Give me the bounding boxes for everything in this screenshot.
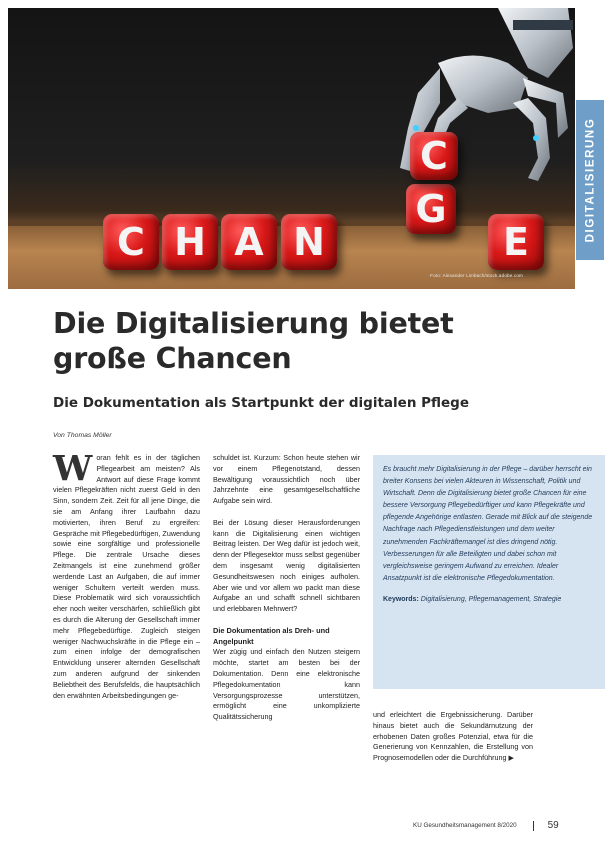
abstract-text: Es braucht mehr Digitalisierung in der Pflege – darüber herrscht ein breiter Konsens bei vielen Akteuren in Wissenschaft, Politik und Wirtschaft. Denn die Digitalisierung bietet große Chancen für eine bessere Versorgung Pflegebedürftiger und kann Pflegekräfte und pflegende Angehörige entlasten. Gerade mit Blick auf die steigende Nachfrage nach Pflegedienstleistungen und dem weiter zunehmenden Fachkräftemangel ist dies dringend nötig. Verbesserungen für alle Beteiligten und dabei schon mit vergleichsweise geringem Aufwand zu erreichen. Idealer Ansatzpunkt ist die elektronische Pflegedokumentation. xyxy=(383,466,593,582)
dice-letter-c-held: C xyxy=(410,132,458,180)
article-title-line2: große Chancen xyxy=(53,342,292,375)
body-column-3 xyxy=(373,710,533,776)
body-column-1 xyxy=(53,448,200,712)
dice-letter-a: A xyxy=(221,214,277,270)
drop-cap: W xyxy=(53,448,93,489)
body-paragraph: Bei der Lösung dieser Herausforderungen kann die Digitalisierung einen wichtigen Beitrag leisten. Der Weg dafür ist jedoch weit, denn der Pflegesektor muss selbst gegenüber dem insgesamt wenig digitalisierten Gesundheitswesen noch einiges aufholen. Aber wie und vor allem wo packt man diese Aufgabe an und schafft schnell sichtbaren und erlebbaren Mehrwert? xyxy=(213,517,360,614)
page-number: 59 xyxy=(547,820,559,831)
dice-letter-h: H xyxy=(162,214,218,270)
photo-credit: Foto: Alexander Limbach/stock.adobe.com xyxy=(430,273,523,278)
section-tab xyxy=(576,100,604,260)
keywords-line xyxy=(383,594,597,606)
section-tab-label: DIGITALISIERUNG xyxy=(584,117,597,243)
journal-name: KU Gesundheitsmanagement 8/2020 xyxy=(413,822,517,830)
hero-image xyxy=(8,8,575,289)
body-paragraph xyxy=(53,448,200,701)
footer-divider xyxy=(533,821,534,831)
body-text: oran fehlt es in der täglichen Pflegearbeit am meisten? Als Antwort auf diese Frage kommt vielen Pflegekräften nicht zuerst Geld in den Sinn, sondern Zeit. Zeit für all jene Dinge, die sie am Anfang ihrer Laufbahn dazu motivierten, ihren Beruf zu ergreifen: Gespräche mit Pflegebedürftigen, Zuwendung sowie eine sorgfältige und professionelle Pflege. Die zentrale Ursache dieses Zeitmangels ist eine zunehmend größer werdende Last an Aufgaben, die auf immer weniger Schultern verteilt werden muss. Diese Problematik wird sich voraussichtlich eher noch weiter verschärfen, schließlich gibt es durch die Alterung der Gesellschaft immer mehr Pflegebedürftige. Zugleich steigen weniger Nachwuchskräfte in die Pflege ein – zum einen infolge der demografischen Entwicklung unserer alternden Gesellschaft zum anderen aufgrund der sinkenden Beliebtheit des Berufsfelds, die hauptsächlich den erwähnten Arbeitsbedingungen ge- xyxy=(53,453,200,700)
dice-letter-c: C xyxy=(103,214,159,270)
page-footer xyxy=(413,820,559,831)
dice-letter-n: N xyxy=(281,214,337,270)
body-paragraph: Wer zügig und einfach den Nutzen steigern möchte, startet am besten bei der Dokumentation. Denn eine elektronische Pflegedokumentation kann Versorgungsprozesse unterstützen, ermöglicht eine unkomplizierte Qualitätssicherung xyxy=(213,647,360,722)
abstract-box xyxy=(373,455,605,689)
robot-hand-icon xyxy=(378,8,575,183)
body-paragraph xyxy=(373,710,533,765)
article-subtitle: Die Dokumentation als Startpunkt der digitalen Pflege xyxy=(53,395,470,411)
article-title-line1: Die Digitalisierung bietet xyxy=(53,307,454,340)
body-paragraph: schuldet ist. Kurzum: Schon heute stehen wir vor einem Pflegenotstand, dessen Bewältigung voraussichtlich noch über Jahrzehnte eine gesamtgesellschaftliche Aufgabe sein wird. xyxy=(213,453,360,506)
dice-letter-g: G xyxy=(406,184,456,234)
keywords-label: Keywords: xyxy=(383,595,419,603)
dice-letter-e: E xyxy=(488,214,544,270)
body-text: und erleichtert die Ergebnissicherung. Darüber hinaus bietet auch die Sekundärnutzung der erhobenen Daten großes Potenzial, etwa für die Generierung von Kennzahlen, die Erstellung von Prognosemodellen oder die Durchführung xyxy=(373,710,533,763)
continue-arrow-icon: ▶ xyxy=(508,755,514,763)
keywords-value: Digitalisierung, Pflegemanagement, Strategie xyxy=(420,595,562,603)
article-author: Von Thomas Möller xyxy=(53,432,112,439)
section-heading: Die Dokumentation als Dreh- und Angelpunkt xyxy=(213,625,330,646)
body-column-2 xyxy=(213,453,360,734)
article-title xyxy=(53,306,533,376)
